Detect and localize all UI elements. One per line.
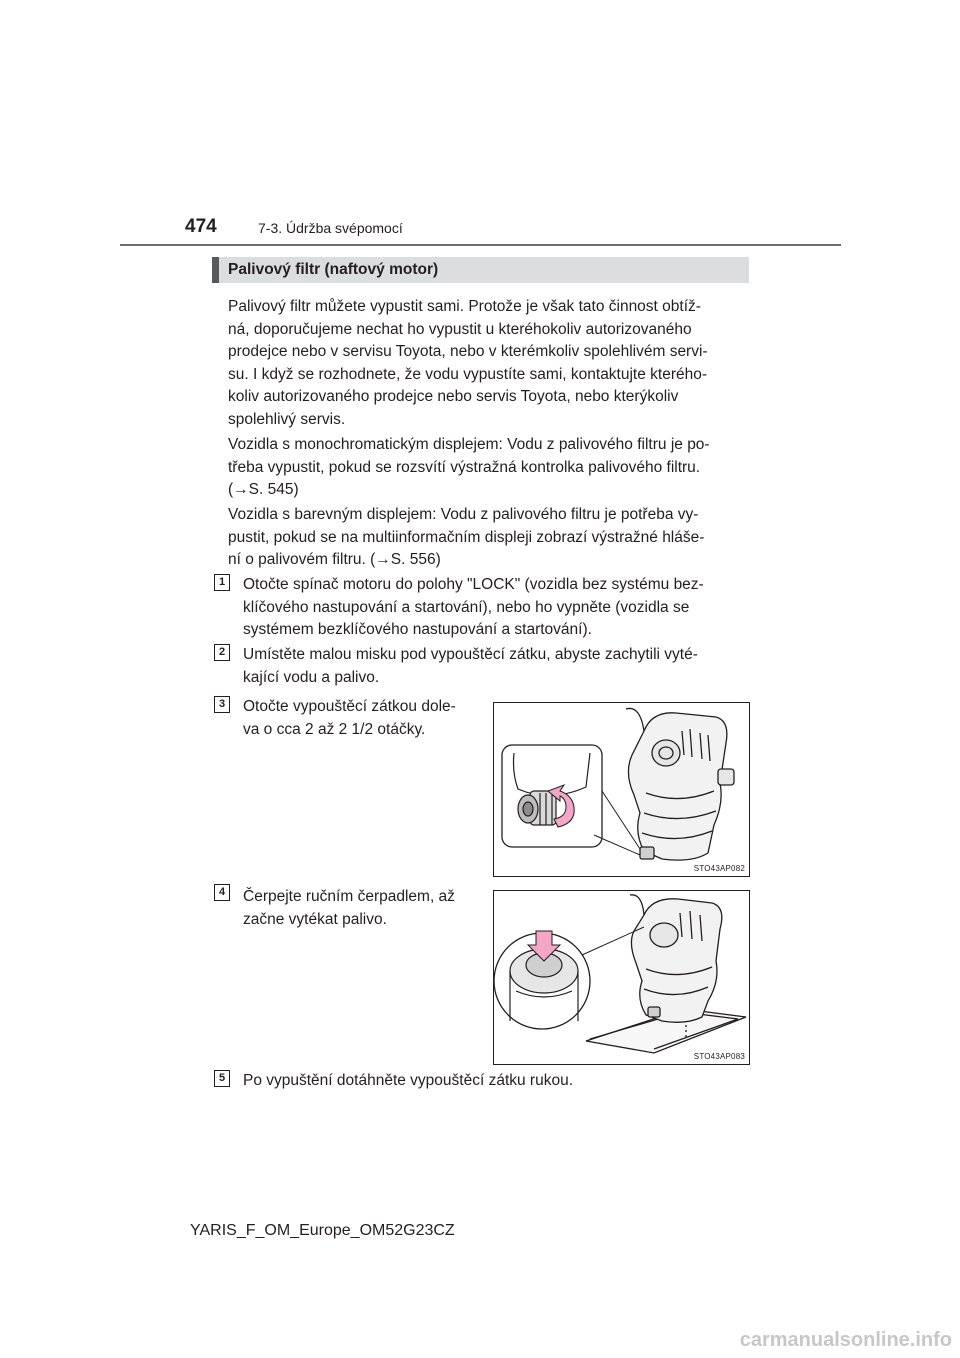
header-divider <box>120 244 841 246</box>
text-line: Vozidla s monochromatickým displejem: Vodu z palivového filtru je po- <box>228 436 710 453</box>
text-line: kající vodu a palivo. <box>243 668 380 686</box>
step-1-text <box>243 574 746 642</box>
figure-drain-plug <box>493 702 750 877</box>
figure-code: STO43AP083 <box>693 1052 745 1061</box>
step-5-text <box>243 1070 746 1093</box>
fuel-filter-drain-illustration <box>494 703 749 876</box>
text-line: koliv autorizovaného prodejce nebo servis Toyota, nebo kterýkoliv <box>228 388 679 405</box>
monochrome-display-paragraph <box>228 434 746 502</box>
text-line: Vozidla s barevným displejem: Vodu z palivového filtru je potřeba vy- <box>228 506 699 523</box>
text-line: va o cca 2 až 2 1/2 otáčky. <box>243 720 426 738</box>
page-reference-link[interactable]: (→S. 545) <box>228 481 299 498</box>
watermark: carmanualsonline.info <box>739 1329 952 1351</box>
text-line: Po vypuštění dotáhněte vypouštěcí zátku rukou. <box>243 1072 574 1089</box>
figure-hand-pump <box>493 890 750 1065</box>
text-line: začne vytékat palivo. <box>243 910 387 928</box>
figure-code: STO43AP082 <box>693 864 745 873</box>
section-heading-bar <box>212 257 749 283</box>
text-line: ná, doporučujeme nechat ho vypustit u kteréhokoliv autorizovaného <box>228 320 692 338</box>
step-number-badge: 5 <box>214 1070 230 1087</box>
section-heading: Palivový filtr (naftový motor) <box>228 261 439 278</box>
hand-pump-illustration <box>494 891 749 1064</box>
intro-paragraph <box>228 296 746 431</box>
text-line: su. I když se rozhodnete, že vodu vypustíte sami, kontaktujte kterého- <box>228 365 708 383</box>
step-number-badge: 1 <box>214 574 230 591</box>
text-line: spolehlivý servis. <box>228 410 346 428</box>
step-number-badge: 2 <box>214 644 230 661</box>
text-line: Čerpejte ručním čerpadlem, až <box>243 888 455 905</box>
page-reference-link[interactable]: ní o palivovém filtru. (→S. 556) <box>228 551 441 568</box>
step-4-text <box>243 886 477 931</box>
text-line: systémem bezklíčového nastupování a startování). <box>243 621 592 638</box>
text-line: prodejce nebo v servisu Toyota, nebo v kterémkoliv spolehlivém servi- <box>228 343 708 360</box>
text-line: pustit, pokud se na multiinformačním displeji zobrazí výstražné hláše- <box>228 528 705 546</box>
heading-accent <box>212 257 219 283</box>
color-display-paragraph <box>228 504 746 572</box>
text-line: Otočte vypouštěcí zátkou dole- <box>243 698 456 715</box>
step-3-text <box>243 696 477 741</box>
page-number: 474 <box>185 216 217 237</box>
text-line: třeba vypustit, pokud se rozsvítí výstražná kontrolka palivového filtru. <box>228 458 701 476</box>
footer-document-code: YARIS_F_OM_Europe_OM52G23CZ <box>190 1222 455 1239</box>
text-line: Otočte spínač motoru do polohy "LOCK" (vozidla bez systému bez- <box>243 576 704 593</box>
text-line: Palivový filtr můžete vypustit sami. Protože je však tato činnost obtíž- <box>228 298 701 315</box>
step-2-text <box>243 644 746 689</box>
step-number-badge: 3 <box>214 696 230 713</box>
text-line: Umístěte malou misku pod vypouštěcí zátku, abyste zachytili vyté- <box>243 646 698 663</box>
text-line: klíčového nastupování a startování), nebo ho vypněte (vozidla se <box>243 598 690 616</box>
section-title: 7-3. Údržba svépomocí <box>258 220 403 236</box>
step-number-badge: 4 <box>214 884 230 901</box>
